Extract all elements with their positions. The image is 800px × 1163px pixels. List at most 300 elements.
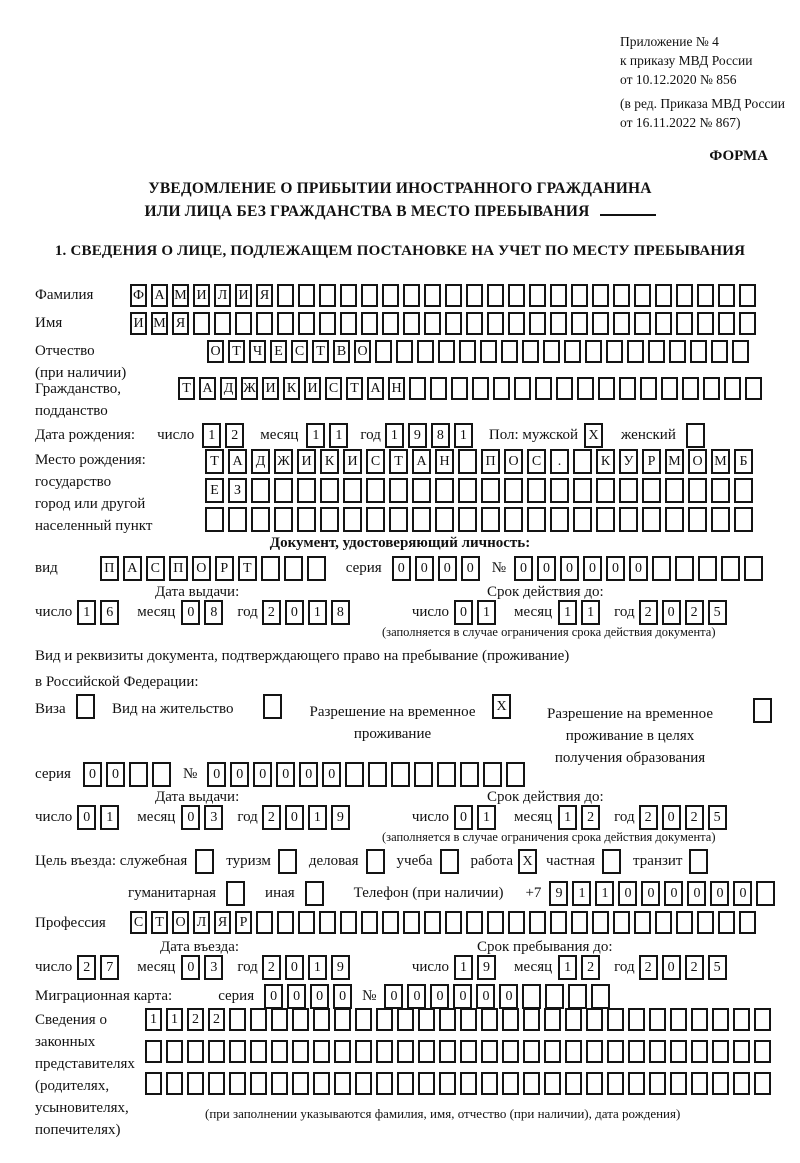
char-cell[interactable] <box>586 1040 603 1063</box>
char-cell[interactable] <box>297 507 316 532</box>
char-cell[interactable] <box>483 762 502 787</box>
char-cell[interactable] <box>676 312 693 335</box>
char-cell[interactable]: 5 <box>708 805 727 830</box>
char-cell[interactable] <box>523 1008 540 1031</box>
char-cell[interactable] <box>292 1008 309 1031</box>
char-cell[interactable] <box>366 478 385 503</box>
char-cell[interactable]: 1 <box>558 955 577 980</box>
char-cell[interactable]: 0 <box>83 762 102 787</box>
char-cell[interactable]: Р <box>215 556 234 581</box>
char-cell[interactable]: 9 <box>549 881 568 906</box>
char-cell[interactable]: А <box>367 377 384 400</box>
char-cell[interactable] <box>756 881 775 906</box>
char-cell[interactable]: 2 <box>581 955 600 980</box>
char-cell[interactable] <box>732 340 749 363</box>
char-cell[interactable] <box>389 507 408 532</box>
char-cell[interactable]: 1 <box>308 955 327 980</box>
char-cell[interactable] <box>690 340 707 363</box>
char-cell[interactable]: 2 <box>639 805 658 830</box>
char-cell[interactable] <box>297 478 316 503</box>
char-cell[interactable]: В <box>333 340 350 363</box>
char-cell[interactable] <box>753 698 772 723</box>
char-cell[interactable] <box>458 449 477 474</box>
char-cell[interactable] <box>613 284 630 307</box>
char-cell[interactable] <box>573 478 592 503</box>
char-cell[interactable] <box>619 377 636 400</box>
char-cell[interactable] <box>522 984 541 1009</box>
char-cell[interactable] <box>721 556 740 581</box>
char-cell[interactable]: 0 <box>662 955 681 980</box>
char-cell[interactable] <box>688 478 707 503</box>
char-cell[interactable] <box>435 507 454 532</box>
char-cell[interactable] <box>391 762 410 787</box>
char-cell[interactable] <box>250 1008 267 1031</box>
char-cell[interactable] <box>366 507 385 532</box>
char-cell[interactable] <box>414 762 433 787</box>
char-cell[interactable] <box>711 507 730 532</box>
char-cell[interactable]: 8 <box>204 600 223 625</box>
char-cell[interactable] <box>487 312 504 335</box>
char-cell[interactable] <box>284 556 303 581</box>
char-cell[interactable] <box>535 377 552 400</box>
char-cell[interactable] <box>366 849 385 874</box>
char-cell[interactable] <box>739 284 756 307</box>
char-cell[interactable] <box>571 312 588 335</box>
char-cell[interactable]: Я <box>256 284 273 307</box>
char-cell[interactable]: 0 <box>430 984 449 1009</box>
char-cell[interactable]: 8 <box>431 423 450 448</box>
char-cell[interactable] <box>319 911 336 934</box>
char-cell[interactable] <box>544 1008 561 1031</box>
char-cell[interactable] <box>550 911 567 934</box>
char-cell[interactable]: 1 <box>558 600 577 625</box>
char-cell[interactable] <box>277 911 294 934</box>
char-cell[interactable] <box>697 911 714 934</box>
char-cell[interactable] <box>235 312 252 335</box>
char-cell[interactable] <box>313 1072 330 1095</box>
char-cell[interactable]: 2 <box>639 955 658 980</box>
char-cell[interactable] <box>504 507 523 532</box>
char-cell[interactable] <box>382 312 399 335</box>
char-cell[interactable] <box>263 694 282 719</box>
char-cell[interactable] <box>619 478 638 503</box>
char-cell[interactable] <box>481 507 500 532</box>
char-cell[interactable]: 0 <box>514 556 533 581</box>
char-cell[interactable] <box>712 1040 729 1063</box>
char-cell[interactable] <box>397 1072 414 1095</box>
char-cell[interactable] <box>703 377 720 400</box>
char-cell[interactable] <box>451 377 468 400</box>
char-cell[interactable] <box>292 1072 309 1095</box>
char-cell[interactable] <box>573 449 592 474</box>
char-cell[interactable] <box>627 340 644 363</box>
char-cell[interactable] <box>226 881 245 906</box>
char-cell[interactable] <box>676 284 693 307</box>
char-cell[interactable] <box>628 1072 645 1095</box>
char-cell[interactable]: Л <box>214 284 231 307</box>
char-cell[interactable] <box>319 284 336 307</box>
char-cell[interactable] <box>592 312 609 335</box>
char-cell[interactable]: 0 <box>662 805 681 830</box>
char-cell[interactable] <box>640 377 657 400</box>
char-cell[interactable]: Ч <box>249 340 266 363</box>
char-cell[interactable] <box>613 312 630 335</box>
char-cell[interactable]: И <box>235 284 252 307</box>
char-cell[interactable] <box>424 312 441 335</box>
char-cell[interactable] <box>319 312 336 335</box>
char-cell[interactable] <box>292 1040 309 1063</box>
char-cell[interactable]: А <box>151 284 168 307</box>
char-cell[interactable] <box>592 911 609 934</box>
char-cell[interactable]: 0 <box>629 556 648 581</box>
char-cell[interactable] <box>355 1040 372 1063</box>
char-cell[interactable] <box>733 1072 750 1095</box>
char-cell[interactable] <box>606 340 623 363</box>
char-cell[interactable]: Л <box>193 911 210 934</box>
char-cell[interactable] <box>305 881 324 906</box>
char-cell[interactable] <box>382 911 399 934</box>
char-cell[interactable]: 1 <box>100 805 119 830</box>
char-cell[interactable] <box>527 507 546 532</box>
char-cell[interactable] <box>166 1072 183 1095</box>
char-cell[interactable]: 1 <box>454 955 473 980</box>
char-cell[interactable] <box>734 507 753 532</box>
char-cell[interactable]: С <box>130 911 147 934</box>
char-cell[interactable] <box>712 1008 729 1031</box>
char-cell[interactable] <box>739 911 756 934</box>
char-cell[interactable] <box>375 340 392 363</box>
char-cell[interactable]: . <box>550 449 569 474</box>
char-cell[interactable] <box>596 507 615 532</box>
char-cell[interactable] <box>205 507 224 532</box>
char-cell[interactable] <box>129 762 148 787</box>
char-cell[interactable] <box>628 1040 645 1063</box>
char-cell[interactable] <box>466 284 483 307</box>
char-cell[interactable] <box>460 1008 477 1031</box>
char-cell[interactable] <box>382 284 399 307</box>
char-cell[interactable]: И <box>343 449 362 474</box>
char-cell[interactable] <box>619 507 638 532</box>
char-cell[interactable] <box>543 340 560 363</box>
char-cell[interactable]: 1 <box>595 881 614 906</box>
char-cell[interactable]: К <box>596 449 615 474</box>
char-cell[interactable] <box>481 478 500 503</box>
char-cell[interactable]: Д <box>220 377 237 400</box>
char-cell[interactable] <box>744 556 763 581</box>
char-cell[interactable]: К <box>283 377 300 400</box>
char-cell[interactable]: 2 <box>225 423 244 448</box>
char-cell[interactable] <box>251 507 270 532</box>
char-cell[interactable] <box>686 423 705 448</box>
char-cell[interactable]: 0 <box>207 762 226 787</box>
char-cell[interactable]: 0 <box>299 762 318 787</box>
char-cell[interactable] <box>298 284 315 307</box>
char-cell[interactable]: С <box>527 449 546 474</box>
char-cell[interactable] <box>691 1008 708 1031</box>
char-cell[interactable]: 0 <box>537 556 556 581</box>
char-cell[interactable] <box>523 1072 540 1095</box>
char-cell[interactable]: 0 <box>392 556 411 581</box>
char-cell[interactable] <box>573 507 592 532</box>
char-cell[interactable] <box>376 1072 393 1095</box>
char-cell[interactable] <box>504 478 523 503</box>
char-cell[interactable] <box>655 284 672 307</box>
char-cell[interactable] <box>598 377 615 400</box>
char-cell[interactable] <box>591 984 610 1009</box>
char-cell[interactable] <box>718 284 735 307</box>
char-cell[interactable] <box>187 1040 204 1063</box>
char-cell[interactable] <box>403 312 420 335</box>
char-cell[interactable] <box>571 911 588 934</box>
char-cell[interactable] <box>652 556 671 581</box>
char-cell[interactable]: Е <box>270 340 287 363</box>
char-cell[interactable]: 0 <box>560 556 579 581</box>
char-cell[interactable] <box>697 312 714 335</box>
char-cell[interactable] <box>439 1072 456 1095</box>
char-cell[interactable] <box>523 1040 540 1063</box>
char-cell[interactable]: Ф <box>130 284 147 307</box>
char-cell[interactable]: 1 <box>308 805 327 830</box>
char-cell[interactable] <box>418 1072 435 1095</box>
char-cell[interactable] <box>277 312 294 335</box>
char-cell[interactable] <box>670 1040 687 1063</box>
char-cell[interactable] <box>195 849 214 874</box>
char-cell[interactable]: 6 <box>100 600 119 625</box>
char-cell[interactable]: 8 <box>331 600 350 625</box>
char-cell[interactable] <box>466 911 483 934</box>
char-cell[interactable] <box>355 1072 372 1095</box>
char-cell[interactable] <box>307 556 326 581</box>
char-cell[interactable] <box>745 377 762 400</box>
char-cell[interactable] <box>320 478 339 503</box>
char-cell[interactable]: Р <box>235 911 252 934</box>
char-cell[interactable]: X <box>492 694 511 719</box>
char-cell[interactable] <box>251 478 270 503</box>
char-cell[interactable]: 1 <box>202 423 221 448</box>
char-cell[interactable]: 0 <box>438 556 457 581</box>
char-cell[interactable]: 0 <box>333 984 352 1009</box>
char-cell[interactable]: 5 <box>708 955 727 980</box>
char-cell[interactable]: А <box>199 377 216 400</box>
char-cell[interactable] <box>214 312 231 335</box>
char-cell[interactable] <box>508 911 525 934</box>
char-cell[interactable]: 0 <box>181 955 200 980</box>
char-cell[interactable]: 0 <box>733 881 752 906</box>
char-cell[interactable] <box>417 340 434 363</box>
char-cell[interactable] <box>187 1072 204 1095</box>
char-cell[interactable] <box>229 1040 246 1063</box>
char-cell[interactable]: М <box>151 312 168 335</box>
char-cell[interactable] <box>529 284 546 307</box>
char-cell[interactable] <box>361 312 378 335</box>
char-cell[interactable] <box>334 1040 351 1063</box>
char-cell[interactable] <box>193 312 210 335</box>
char-cell[interactable]: 2 <box>187 1008 204 1031</box>
char-cell[interactable]: 1 <box>477 805 496 830</box>
char-cell[interactable] <box>592 284 609 307</box>
char-cell[interactable] <box>250 1040 267 1063</box>
char-cell[interactable] <box>691 1072 708 1095</box>
char-cell[interactable] <box>550 478 569 503</box>
char-cell[interactable]: Н <box>435 449 454 474</box>
char-cell[interactable]: X <box>584 423 603 448</box>
char-cell[interactable] <box>403 911 420 934</box>
char-cell[interactable] <box>634 284 651 307</box>
char-cell[interactable]: 0 <box>461 556 480 581</box>
char-cell[interactable] <box>506 762 525 787</box>
char-cell[interactable] <box>277 284 294 307</box>
char-cell[interactable]: Т <box>238 556 257 581</box>
char-cell[interactable]: 0 <box>407 984 426 1009</box>
char-cell[interactable]: 0 <box>322 762 341 787</box>
char-cell[interactable]: 2 <box>685 805 704 830</box>
char-cell[interactable]: И <box>262 377 279 400</box>
char-cell[interactable] <box>688 507 707 532</box>
char-cell[interactable]: 0 <box>664 881 683 906</box>
char-cell[interactable] <box>676 911 693 934</box>
char-cell[interactable] <box>670 1072 687 1095</box>
char-cell[interactable] <box>649 1040 666 1063</box>
char-cell[interactable]: 1 <box>581 600 600 625</box>
char-cell[interactable]: М <box>665 449 684 474</box>
char-cell[interactable] <box>424 284 441 307</box>
char-cell[interactable]: 3 <box>204 955 223 980</box>
char-cell[interactable]: Ж <box>274 449 293 474</box>
char-cell[interactable] <box>568 984 587 1009</box>
char-cell[interactable] <box>550 284 567 307</box>
char-cell[interactable]: 0 <box>276 762 295 787</box>
char-cell[interactable] <box>152 762 171 787</box>
char-cell[interactable] <box>439 1008 456 1031</box>
char-cell[interactable] <box>669 340 686 363</box>
char-cell[interactable] <box>670 1008 687 1031</box>
char-cell[interactable] <box>577 377 594 400</box>
char-cell[interactable]: О <box>354 340 371 363</box>
char-cell[interactable]: 3 <box>204 805 223 830</box>
char-cell[interactable] <box>697 284 714 307</box>
char-cell[interactable] <box>613 911 630 934</box>
char-cell[interactable] <box>376 1008 393 1031</box>
char-cell[interactable] <box>343 507 362 532</box>
char-cell[interactable] <box>334 1072 351 1095</box>
char-cell[interactable]: 1 <box>329 423 348 448</box>
char-cell[interactable] <box>361 911 378 934</box>
char-cell[interactable] <box>754 1072 771 1095</box>
char-cell[interactable]: 9 <box>331 955 350 980</box>
char-cell[interactable] <box>682 377 699 400</box>
char-cell[interactable]: М <box>172 284 189 307</box>
char-cell[interactable] <box>424 911 441 934</box>
char-cell[interactable]: 0 <box>710 881 729 906</box>
char-cell[interactable] <box>565 1008 582 1031</box>
char-cell[interactable] <box>472 377 489 400</box>
char-cell[interactable] <box>642 478 661 503</box>
char-cell[interactable] <box>389 478 408 503</box>
char-cell[interactable] <box>585 340 602 363</box>
char-cell[interactable] <box>564 340 581 363</box>
char-cell[interactable] <box>607 1040 624 1063</box>
char-cell[interactable]: 0 <box>384 984 403 1009</box>
char-cell[interactable]: Р <box>642 449 661 474</box>
char-cell[interactable] <box>607 1008 624 1031</box>
char-cell[interactable] <box>345 762 364 787</box>
char-cell[interactable]: И <box>304 377 321 400</box>
char-cell[interactable] <box>368 762 387 787</box>
char-cell[interactable] <box>733 1040 750 1063</box>
char-cell[interactable] <box>596 478 615 503</box>
char-cell[interactable]: И <box>193 284 210 307</box>
char-cell[interactable]: 9 <box>477 955 496 980</box>
char-cell[interactable] <box>734 478 753 503</box>
char-cell[interactable] <box>550 507 569 532</box>
char-cell[interactable]: К <box>320 449 339 474</box>
char-cell[interactable]: 0 <box>454 805 473 830</box>
char-cell[interactable]: 2 <box>77 955 96 980</box>
char-cell[interactable] <box>718 911 735 934</box>
char-cell[interactable] <box>754 1008 771 1031</box>
char-cell[interactable] <box>376 1040 393 1063</box>
char-cell[interactable] <box>229 1072 246 1095</box>
char-cell[interactable] <box>711 340 728 363</box>
char-cell[interactable]: Т <box>312 340 329 363</box>
char-cell[interactable] <box>445 312 462 335</box>
char-cell[interactable]: 0 <box>285 955 304 980</box>
char-cell[interactable] <box>522 340 539 363</box>
char-cell[interactable] <box>544 1072 561 1095</box>
char-cell[interactable]: Т <box>346 377 363 400</box>
char-cell[interactable]: 0 <box>641 881 660 906</box>
char-cell[interactable] <box>208 1040 225 1063</box>
char-cell[interactable] <box>502 1072 519 1095</box>
char-cell[interactable] <box>556 377 573 400</box>
char-cell[interactable] <box>655 312 672 335</box>
char-cell[interactable] <box>718 312 735 335</box>
char-cell[interactable]: 5 <box>708 600 727 625</box>
char-cell[interactable]: О <box>504 449 523 474</box>
char-cell[interactable] <box>571 284 588 307</box>
char-cell[interactable]: И <box>130 312 147 335</box>
char-cell[interactable] <box>481 1008 498 1031</box>
char-cell[interactable] <box>502 1040 519 1063</box>
char-cell[interactable] <box>661 377 678 400</box>
char-cell[interactable]: 1 <box>385 423 404 448</box>
char-cell[interactable]: Н <box>388 377 405 400</box>
char-cell[interactable] <box>340 911 357 934</box>
char-cell[interactable] <box>648 340 665 363</box>
char-cell[interactable] <box>458 478 477 503</box>
char-cell[interactable]: 0 <box>310 984 329 1009</box>
char-cell[interactable] <box>508 284 525 307</box>
char-cell[interactable]: 1 <box>477 600 496 625</box>
char-cell[interactable]: Е <box>205 478 224 503</box>
char-cell[interactable] <box>313 1040 330 1063</box>
char-cell[interactable] <box>313 1008 330 1031</box>
char-cell[interactable]: 0 <box>230 762 249 787</box>
char-cell[interactable] <box>355 1008 372 1031</box>
char-cell[interactable]: И <box>297 449 316 474</box>
char-cell[interactable]: 0 <box>77 805 96 830</box>
char-cell[interactable] <box>340 312 357 335</box>
char-cell[interactable]: О <box>172 911 189 934</box>
char-cell[interactable]: А <box>228 449 247 474</box>
char-cell[interactable]: 0 <box>415 556 434 581</box>
char-cell[interactable] <box>271 1008 288 1031</box>
char-cell[interactable] <box>665 478 684 503</box>
char-cell[interactable] <box>466 312 483 335</box>
char-cell[interactable]: А <box>412 449 431 474</box>
char-cell[interactable]: 9 <box>331 805 350 830</box>
char-cell[interactable] <box>418 1040 435 1063</box>
